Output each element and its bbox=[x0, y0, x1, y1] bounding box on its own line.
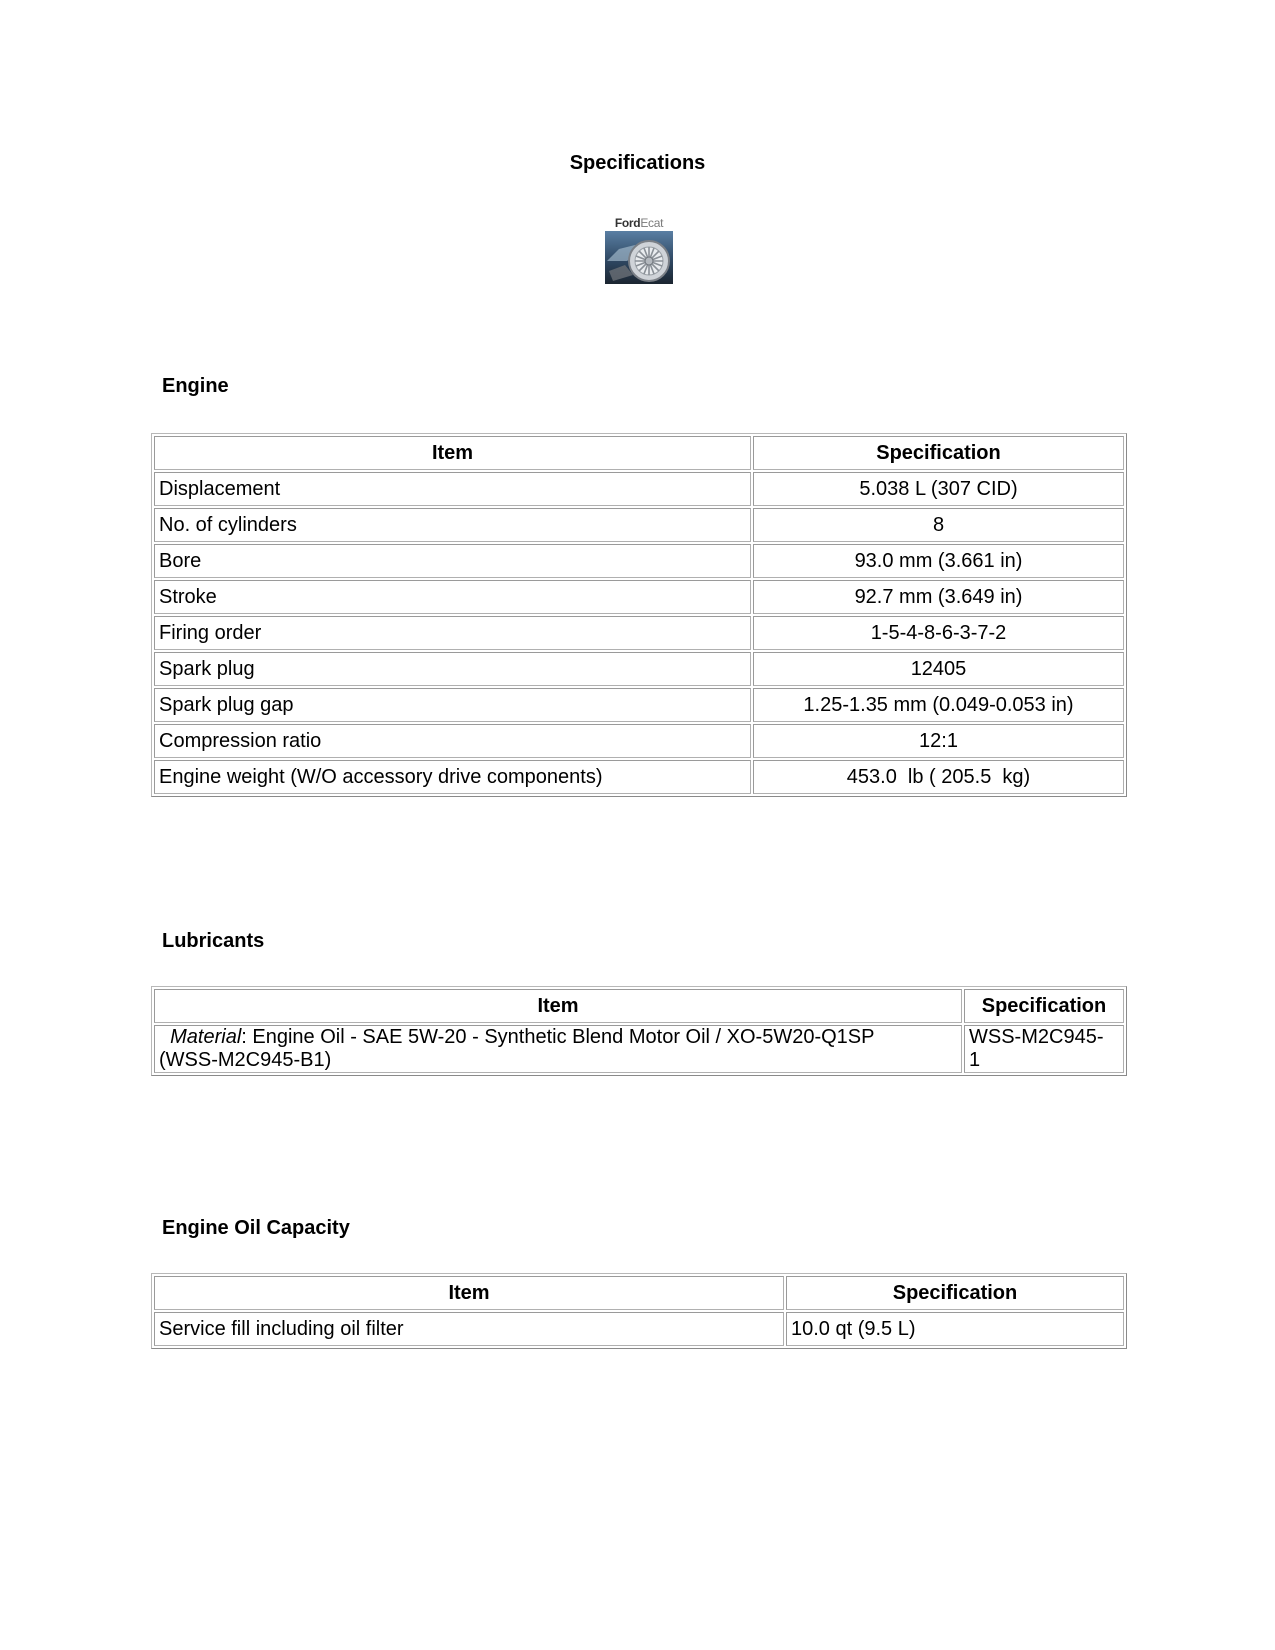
table-row bbox=[154, 580, 1124, 614]
spec-cell: 5.038 L (307 CID) bbox=[753, 472, 1124, 506]
spec-cell: 12405 bbox=[753, 652, 1124, 686]
lubricants-heading: Lubricants bbox=[162, 930, 265, 952]
spec-cell: 12:1 bbox=[753, 724, 1124, 758]
spec-cell: 1-5-4-8-6-3-7-2 bbox=[753, 616, 1124, 650]
material-label: Material bbox=[170, 1026, 242, 1048]
oil-capacity-spec-table bbox=[151, 1273, 1127, 1349]
table-row bbox=[154, 760, 1124, 794]
item-cell: Bore bbox=[154, 544, 751, 578]
table-row bbox=[154, 544, 1124, 578]
engine-heading: Engine bbox=[162, 375, 229, 397]
table-row bbox=[154, 616, 1124, 650]
page-title: Specifications bbox=[569, 152, 706, 174]
item-cell bbox=[154, 1025, 962, 1073]
table-row bbox=[154, 652, 1124, 686]
spec-cell bbox=[964, 1025, 1124, 1073]
table-row bbox=[154, 1312, 1124, 1346]
logo-brand: Ford bbox=[614, 216, 641, 230]
fordecat-logo bbox=[603, 216, 675, 286]
column-header-specification: Specification bbox=[753, 436, 1124, 470]
table-row bbox=[154, 508, 1124, 542]
column-header-specification: Specification bbox=[964, 989, 1124, 1023]
spec-cell: 92.7 mm (3.649 in) bbox=[753, 580, 1124, 614]
item-cell: Spark plug bbox=[154, 652, 751, 686]
item-cell: Stroke bbox=[154, 580, 751, 614]
item-cell: No. of cylinders bbox=[154, 508, 751, 542]
material-spec-code: (WSS-M2C945-B1) bbox=[159, 1049, 332, 1071]
spec-line-1: WSS-M2C945- bbox=[969, 1026, 1104, 1048]
spec-line-2: 1 bbox=[969, 1049, 981, 1071]
spec-cell: 453.0 lb ( 205.5 kg) bbox=[753, 760, 1124, 794]
column-header-specification: Specification bbox=[786, 1276, 1124, 1310]
item-cell: Spark plug gap bbox=[154, 688, 751, 722]
lubricants-spec-table bbox=[151, 986, 1127, 1076]
item-cell: Engine weight (W/O accessory drive components) bbox=[154, 760, 751, 794]
item-cell: Compression ratio bbox=[154, 724, 751, 758]
table-row bbox=[154, 724, 1124, 758]
item-cell: Firing order bbox=[154, 616, 751, 650]
item-cell: Displacement bbox=[154, 472, 751, 506]
table-header-row bbox=[154, 436, 1124, 470]
spec-cell: 1.25-1.35 mm (0.049-0.053 in) bbox=[753, 688, 1124, 722]
table-row bbox=[154, 688, 1124, 722]
spec-cell: 8 bbox=[753, 508, 1124, 542]
logo-wordmark bbox=[603, 216, 675, 230]
engine-spec-table bbox=[151, 433, 1127, 797]
table-header-row bbox=[154, 1276, 1124, 1310]
oil-capacity-heading: Engine Oil Capacity bbox=[162, 1217, 350, 1239]
table-row bbox=[154, 472, 1124, 506]
item-cell: Service fill including oil filter bbox=[154, 1312, 784, 1346]
spec-cell: 93.0 mm (3.661 in) bbox=[753, 544, 1124, 578]
car-wheel-icon bbox=[605, 231, 673, 284]
table-row bbox=[154, 1025, 1124, 1073]
column-header-item: Item bbox=[154, 1276, 784, 1310]
spec-cell: 10.0 qt (9.5 L) bbox=[786, 1312, 1124, 1346]
material-description: : Engine Oil - SAE 5W-20 - Synthetic Blend Motor Oil / XO-5W20-Q1SP bbox=[241, 1026, 875, 1048]
table-header-row bbox=[154, 989, 1124, 1023]
column-header-item: Item bbox=[154, 436, 751, 470]
logo-product: Ecat bbox=[640, 216, 664, 230]
column-header-item: Item bbox=[154, 989, 962, 1023]
